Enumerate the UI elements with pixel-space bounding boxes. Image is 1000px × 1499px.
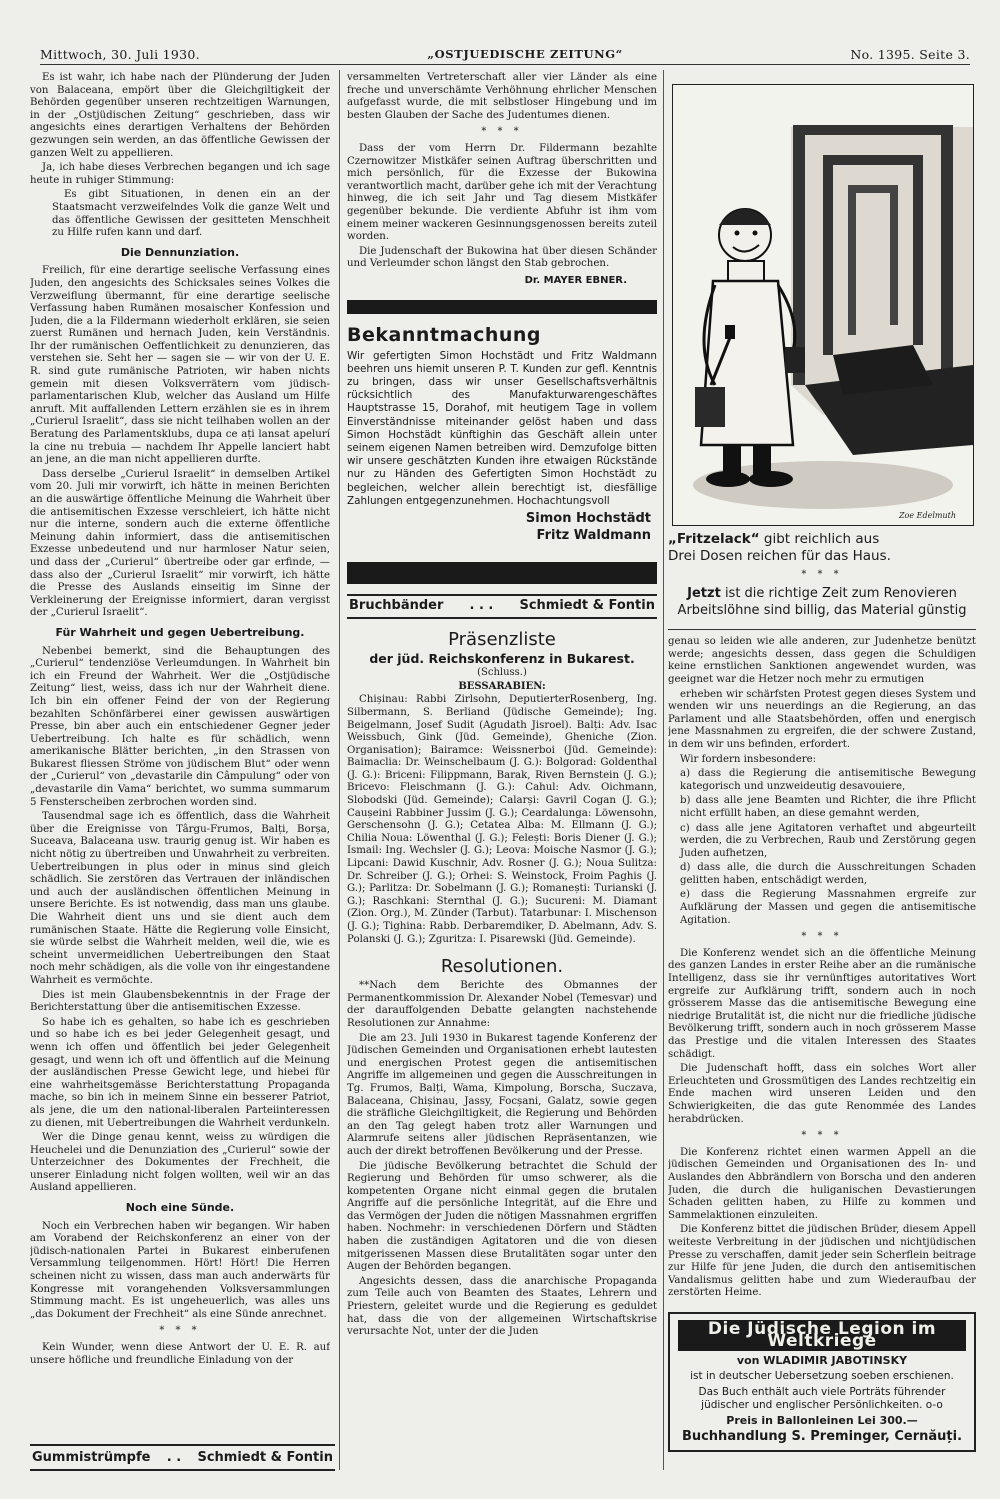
cartoon-artist-signature: Zoe Edelmuth <box>898 511 956 520</box>
article-paragraph: Wer die Dinge genau kennt, weiss zu würdigen die Heuchelei und die Denunziation des „Curierul“ sowie der Unterzeichner des Dokumentes der Frechheit, die unserer Einladung nicht folgen wollten, weil wir an das Ausland appellieren. <box>30 1132 330 1194</box>
article-paragraph: genau so leiden wie alle anderen, zur Judenhetze benützt werde; angesichts dessen, dass gegen die Schuldigen keine ernstlichen Sanktionen angewendet wurden, was geeignet war die Hetzer noch mehr zu ermutigen <box>668 636 976 685</box>
attendee-list: Chișinau: Rabbi Zirlsohn, DeputierterRosenberg, Ing. Silbermann, S. Berliand (Jüdische Gemeinde); Ing. Beigelmann, Josef Sudit (Agudath Jisroel). Balți: Adv. Isac Weissbuch, Gink (Jüd. Gemeinde), Gheniche (Zion. Organisation); Bairamce: Weissnerboi (Jüd. Gemeinde): Baimaclia: Dr. Weinschelbaum (J. G.): Bolgorad: Goldenthal (J. G.): Briceni: Filippmann, Barak, Riven Bernstein (J. G.); Bricevo: Fleischmann (J. G.): Cahul: Adv. Oichmann, Slobodski (Jüd. Gemeinde); Calarși: Gavril Cogan (J. G.); Caușeini Rabbiner Jussim (J. G.); Ceardalunga: Löwensohn, Gerschensohn (J. G.); Cetatea Alba: M. Ellmann (J. G.); Chilia Noua: Löwenthal (J. G.); Felești: Boris Diener (J. G.); Ismail: Ing. Wechsler (J. G.); Leova: Moische Nasmor (J. G.); Lipcani: Dawid Kuschnir, Adv. Rosner (J. G.); Noua Sulitza: Dr. Schreiber (J. G.); Orhei: S. Weinstock, Froim Paghis (J. G.); Parlitza: Dr. Sobelmann (J. G.); Romanești: Turianski (J. G.); Raschkani: Sternthal (J. G.); Sucureni: M. Diamant (Zion. Org.), M. Zünder (Tarbut). Tatarbunar: I. Mischenson (J. G.); Tighina: Rabb. Derbaremdiker, D. Abelmann, Adv. S. Polanski (J. G.); Zguritza: I. Pisarewski (Jüd. Gemeinde). <box>347 694 657 945</box>
article-paragraph: Angesichts dessen, dass die anarchische Propaganda zum Teile auch von Beamten des Staates, Lehrern und Priestern, geleitet wurde und die Regierung es geduldet hat, dass die von der allgemeinen Wirtschaftskrise verursachte Not, unter der die Juden <box>347 1275 657 1338</box>
section-title: Präsenzliste <box>448 628 556 650</box>
article-paragraph: Wir fordern insbesondere: <box>680 753 817 765</box>
renovation-ad-line2: Arbeitslöhne sind billig, das Material günstig <box>677 603 967 619</box>
article-paragraph: Dass derselbe „Curierul Israelit“ in demselben Artikel vom 20. Juli mir vorwirft, ich hätte in meinen Berichten an die auswärtige öffentliche Meinung die Wahrheit über die antisemitischen Exzesse verschleiert, ich hätte nicht nur die interne, sondern auch die externe öffentliche Meinung dahin informiert, dass die antisemitischen Exzesse unbedeutend und nur harmloser Natur seien, und dass der „Curierul“ übertreibe oder gar erfinde, — dass also der „Curierul Israelit“ mir vorwirft, ich hätte die Presse des Auslands einseitig im Sinne der Verkleinerung der Ereignisse informiert, daran vergisst der „Curierul Israelit“. <box>30 468 330 619</box>
black-separator-bar <box>347 300 657 314</box>
section-separator: * * * <box>801 568 843 580</box>
ad-dots: . . <box>166 1450 182 1465</box>
article-paragraph: Es ist wahr, ich habe nach der Plünderung der Juden von Balaceana, empört über die Gleichgiltigkeit der Behörden gegenüber unseren rechtzeitigen Warnungen, in der „Ostjüdischen Zeitung“ geschrieben, dass wir angesichts eines derartigen Verhaltens der Behörden gezwungen sein werden, an das öffentliche Gewissen der ganzen Welt zu appellieren. <box>30 72 330 159</box>
black-separator-bar <box>347 562 657 584</box>
ad-gummistruempfe <box>30 1438 335 1477</box>
section-heading: Die Dennunziation. <box>120 245 240 259</box>
section-separator: * * * <box>481 126 523 138</box>
section-separator: * * * <box>801 1130 843 1142</box>
announcement-box <box>347 324 657 544</box>
author-signature: Dr. MAYER EBNER. <box>524 274 627 286</box>
demand-item: d) dass alle, die durch die Ausschreitungen Schaden gelitten haben, entschädigt werden, <box>680 862 976 886</box>
column-divider <box>663 70 664 1470</box>
article-paragraph: Die Judenschaft hofft, dass ein solches Wort aller Erleuchteten und Grossmütigen des Landes rechtzeitig ein Ende machen wird unseren Leiden und den Schwierigkeiten, die das gute Renommée des Landes herabdrücken. <box>668 1063 976 1125</box>
article-paragraph: Noch ein Verbrechen haben wir begangen. Wir haben am Vorabend der Reichskonferenz an einer von der jüdisch-nationalen Partei in Bukarest einberufenen Versammlung teilgenommen. Hört! Hört! Die Herren scheinen nicht zu wissen, dass man auch anderwärts für Kongresse mit vorangehenden Volksversammlungen Stimmung macht. Es ist ungeheuerlich, was alles uns „das Dokument der Frechheit“ als eine Sünde anrechnet. <box>30 1220 330 1320</box>
renovation-ad <box>668 585 976 619</box>
section-heading: Noch eine Sünde. <box>125 1201 235 1215</box>
painter-cartoon-illustration <box>672 84 974 526</box>
column-2 <box>347 72 657 1472</box>
demand-item: e) dass die Regierung Massnahmen ergreife zur Aufklärung der Massen und gegen die antisemitische Agitation. <box>680 889 976 926</box>
article-paragraph: Dies ist mein Glaubensbekenntnis in der Frage der Berichterstattung über die antisemitischen Exzesse. <box>30 989 330 1014</box>
page-header <box>40 44 970 65</box>
ad-company: Schmiedt & Fontin <box>197 1450 333 1465</box>
book-price: Preis in Ballonleinen Lei 300.— <box>726 1413 918 1427</box>
header-newspaper-title: „OSTJUEDISCHE ZEITUNG“ <box>427 47 623 61</box>
article-paragraph: Die am 23. Juli 1930 in Bukarest tagende Konferenz der Jüdischen Gemeinden und Organisationen erhebt lautesten und energischen Protest gegen die antisemitischen Angriffe im allgemeinen und gegen die Ausschreitungen in Tg. Frumos, Balți, Wama, Kimpolung, Borscha, Suczava, Balaceana, Chișinau, Jassy, Focșani, Galatz, sowie gegen die sträfliche Gleichgiltigkeit, die Regierung und Behörden an den Tag gelegt haben trotz aller Warnungen und Alarmrufe seitens aller jüdischen Repräsentanzen, wie auch der direkt betroffenen Bevölkerung und der Presse. <box>347 1032 657 1157</box>
article-paragraph: Kein Wunder, wenn diese Antwort der U. E. R. auf unsere höfliche und freundliche Einladung von der <box>30 1342 330 1366</box>
header-issue: No. 1395. Seite 3. <box>850 46 970 62</box>
header-date: Mittwoch, 30. Juli 1930. <box>40 46 200 62</box>
section-title: Resolutionen. <box>440 956 564 978</box>
section-separator: * * * <box>159 1325 201 1337</box>
announcement-signer: Simon Hochstädt <box>525 510 651 526</box>
article-paragraph: Nebenbei bemerkt, sind die Behauptungen des „Curierul“ tendenziöse Verleumdungen. In Wahrheit bin ich ein Freund der Wahrheit. Wer die „Ostjüdische Zeitung“ liest, weiss, dass ich nur der Wahrheit diene. Ich bin ein offener Feind der von der Regierung bezahlten Schönfärberei einer gewissen auswärtigen Presse, bin aber auch ein entschiedener Gegner jeder Uebertreibung. Ich halte es für schädlich, wenn amerikanische Blätter berichten, „in den Strassen von Bukarest fliessen Ströme von jüdischem Blut“ oder wenn der „Curierul“ von „devastarile din Câmpulung“ oder von „devastarile din Vama“ berichtet, wo summa summarum 5 Fensterscheiben zerbrochen worden sind. <box>30 645 330 808</box>
section-subtitle: der jüd. Reichskonferenz in Bukarest. <box>369 650 635 666</box>
painter-cartoon-svg <box>673 85 973 525</box>
article-paragraph: Ja, ich habe dieses Verbrechen begangen und ich sage heute in ruhiger Stimmung: <box>30 162 330 186</box>
continuation-note: (Schluss.) <box>477 667 527 679</box>
region-heading: BESSARABIEN: <box>458 680 546 692</box>
book-author: von WLADIMIR JABOTINSKY <box>736 1354 908 1368</box>
column-1 <box>30 72 330 1412</box>
article-paragraph: Dass der vom Herrn Dr. Fildermann bezahlte Czernowitzer Mistkäfer seinen Auftrag überschritten und mich persönlich, für die Exzesse der Bukowina verantwortlich macht, darüber gehe ich mit der Verachtung hinweg, die ich seit Jahr und Tag diesem Mistkäfer gegenüber bekunde. Die verdiente Abfuhr ist ihm vom einem meiner wackeren Gesinnungsgenossen bereits zuteil worden. <box>347 142 657 243</box>
article-paragraph: erheben wir schärfsten Protest gegen dieses System und wenden wir uns neuerdings an die Regierung, an das Parlament und alle Staatsbehörden, offen und energisch jene Massnahmen zu ergreifen, die der schwere Zustand, in dem wir uns befinden, erfordert. <box>668 688 976 750</box>
column-3 <box>668 72 976 1472</box>
article-paragraph: So habe ich es gehalten, so habe ich es geschrieben und so habe ich es bei jeder Gelegenheit gesagt, und wenn ich offen und öffentlich bei jeder Gelegenheit gesagt, und wenn ich oft und öffentlich auf die Meinung der ausländischen Presse Gewicht lege, und hiebei für eine wahrheitsgemässe Berichterstattung Propaganda mache, so bin ich in meinem Sinne ein besserer Patriot, als jene, die um den national-liberalen Parteiinteressen zu dienen, mit Uebertreibungen die Wahrheit verdunkeln. <box>30 1016 330 1129</box>
renovation-ad-text: ist die richtige Zeit zum Renovieren <box>720 586 957 602</box>
announcement-body: Wir gefertigten Simon Hochstädt und Fritz Waldmann beehren uns hiemit unseren P. T. Kunden zur gefl. Kenntnis zu bringen, dass wir unser Gesellschaftsverhältnis rücksichtlich des Manufakturwarengeschäftes Hauptstrasse 15, Dorahof, mit heutigem Tage in vollem Einverständnisse miteinander gelöst haben und dass Simon Hochstädt künftighin das Geschäft allein unter seinem eigenen Namen betreiben wird. Demzufolge bitten wir unsere geschätzten Kunden ihre etwaigen Rückstände nur zu Händen des Gefertigten Simon Hochstädt zu begleichen, welcher allein berechtigt ist, diesfällige Zahlungen entgegenzunehmen. Hochachtungsvoll <box>347 349 657 507</box>
announcement-signer: Fritz Waldmann <box>536 527 651 543</box>
demand-item: c) dass alle jene Agitatoren verhaftet und abgeurteilt werden, die zu Verbrechen, Raub und Zerstörung gegen Juden aufhetzen, <box>680 822 976 859</box>
article-paragraph: Die Konferenz wendet sich an die öffentliche Meinung des ganzen Landes in erster Reihe aber an die rumänische Intelligenz, dass sie ihr vernünftiges autoritatives Wort ergreife zur Aufklärung trifft, sondern auch in noch grösserem Masse das die antisemitische Bewegung eine niedrige Brutalität ist, die nicht nur die friedliche jüdische Bevölkerung trifft, sondern auch in noch grösserem Masse das Prestige und die vitalen Interessen des Staates schädigt. <box>668 947 976 1060</box>
ad-company: Schmiedt & Fontin <box>519 597 655 613</box>
fritzelack-brand: „Fritzelack“ <box>668 530 760 547</box>
section-heading: Für Wahrheit und gegen Uebertreibung. <box>55 625 305 639</box>
article-paragraph: Die jüdische Bevölkerung betrachtet die Schuld der Regierung und Behörden für umso schwerer, als die kompetenten Organe nicht einmal gegen die brutalen Angriffe auf die persönliche Integrität, auf die Ehre und das Vermögen der Juden die nötigen Massnahmen ergriffen haben. Nochmehr: in verschiedenen Dörfern und Städten haben die zuständigen Agitatoren und die von diesen mitgerissenen Massen diese Brutalitäten sogar unter den Augen der Behörden begangen. <box>347 1160 657 1273</box>
article-paragraph: Tausendmal sage ich es öffentlich, dass die Wahrheit über die Ereignisse von Târgu-Frumos, Balți, Borșa, Suceava, Balaceana usw. traurig genug ist. Wir haben es nicht nötig zu übertreiben und Unwahrheit zu verbreiten. Uebertreibungen in plus oder in minus sind gleich schädlich. Sie zerstören das Vertrauen der inländischen und auch der ausländischen öffentlichen Meinung in unsere Berichte. Es ist notwendig, dass man uns glaube. Die Wahrheit dient uns und sie dient auch dem rumänischen Staate. Hätte die Regierung volle Einsicht, sie würde selbst die Wahrheit melden, weil die, wie es scheint unvermeidlichen Uebertreibungen den Staat noch mehr schädigen, als die volle von ihr eingestandene Wahrheit es vermöchte. <box>30 811 330 986</box>
article-paragraph: Freilich, für eine derartige seelische Verfassung eines Juden, den angesichts des Schicksales seines Volkes die Verzweiflung übermannt, für eine derartige seelische Verfassung haben Rumänen mosaischer Konfession und Juden, die a la Fildermann wiederholt erklären, sie seien zuerst Rumänen und hernach Juden, kein Verständnis. Ihr der rumänischen Oeffentlichkeit zu denunzieren, das verstehen sie. Seht her — sagen sie — wir von der U. E. R. sind gute rumänische Patrioten, wir haben nichts gemein mit diesen Volksverrätern vom jüdisch-parlamentarischen Klub, welcher das Ausland um Hilfe anruft. Mit auffallenden Lettern erzählen sie es in ihrem „Curierul Israelit“, dass sie nicht teilhaben wollen an der Beratung des Parlamentsklubs, dupa ce ați lansat apelurí la cine nu trebuia — nachdem Ihr Appelle lanciert habt an jene, an die man nicht appellieren durfte. <box>30 265 330 466</box>
announcement-title: Bekanntmachung <box>347 323 542 346</box>
announcement-signatures <box>347 510 651 544</box>
divider-line <box>668 629 976 630</box>
fritzelack-ad <box>668 531 976 565</box>
article-paragraph: Die Konferenz bittet die jüdischen Brüder, diesem Appell weiteste Verbreitung in der jüdischen und nichtjüdischen Presse zu verschaffen, damit jeder sein Scherflein beitrage zur Hilfe für jene Juden, die durch den antisemitischen Vandalismus gelitten habe und zum Wiederaufbau der zerstörten Heime. <box>668 1224 976 1299</box>
section-separator: * * * <box>801 931 843 943</box>
ad-bruchbaender <box>347 594 657 619</box>
article-paragraph: Die Judenschaft der Bukowina hat über diesen Schänder und Verleumder schon längst den Stab gebrochen. <box>347 245 657 270</box>
book-info: ist in deutscher Uebersetzung soeben erschienen. <box>690 1369 954 1382</box>
fritzelack-slogan-line2: Drei Dosen reichen für das Haus. <box>668 547 891 564</box>
demand-item: a) dass die Regierung die antisemitische Bewegung kategorisch und unzweideutig desavouiere, <box>680 768 976 792</box>
article-quote: Es gibt Situationen, in denen ein an der Staatsmacht verzweifelndes Volk die ganze Welt und das öffentliche Gewissen der gesitteten Menschheit zu Hilfe rufen kann und darf. <box>52 189 330 239</box>
book-info: Das Buch enthält auch viele Porträts führender jüdischer und englischer Persönlichkeiten. o-o <box>698 1385 946 1411</box>
book-ad-jewish-legion <box>668 1312 976 1452</box>
article-paragraph: **Nach dem Berichte des Obmannes der Permanentkommission Dr. Alexander Nobel (Temesvar) und der darauffolgenden Debatte gelangten nachstehende Resolutionen zur Annahme: <box>347 980 657 1029</box>
article-paragraph: versammelten Vertreterschaft aller vier Länder als eine freche und unverschämte Verhöhnung ehrlicher Menschen aufgefasst wurde, die mit selbstloser Hingebung und im besten Glauben der Sache des Judentumes dienen. <box>347 72 657 121</box>
bookshop-name: Buchhandlung S. Preminger, Cernăuți. <box>681 1429 963 1445</box>
demand-item: b) dass alle jene Beamten und Richter, die ihre Pflicht nicht erfüllt haben, an diese gemahnt werden, <box>680 795 976 819</box>
renovation-ad-emphasis: Jetzt <box>687 586 721 602</box>
article-paragraph: Die Konferenz richtet einen warmen Appell an die jüdischen Gemeinden und Organisationen des In- und Auslandes den Abbrändlern von Borscha und den anderen Juden, die durch die huliganischen Devastierungen Schaden gelitten haben, zu Hilfe zu kommen und Sammelaktionen einzuleiten. <box>668 1146 976 1221</box>
fritzelack-slogan: gibt reichlich aus <box>759 530 880 547</box>
ad-product: Gummistrümpfe <box>32 1450 151 1465</box>
column-divider <box>339 70 340 1470</box>
ad-product: Bruchbänder <box>349 597 444 613</box>
book-title: Die Jüdische Legion im Weltkriege <box>678 1320 966 1351</box>
ad-dots: . . . <box>469 597 494 613</box>
